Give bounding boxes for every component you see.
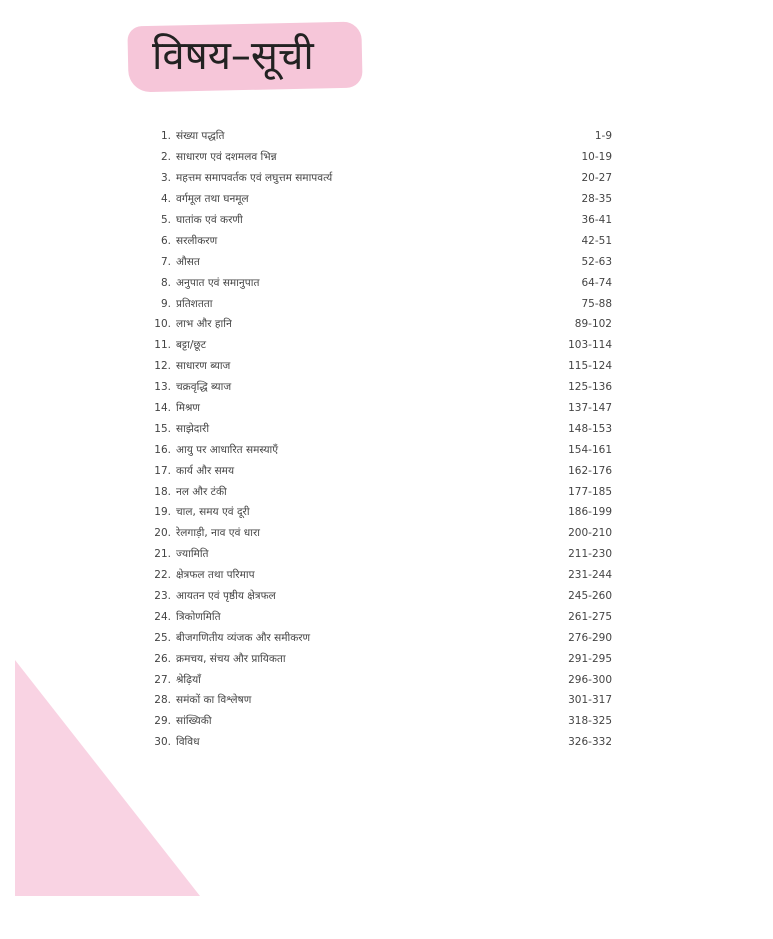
toc-entry[interactable] (150, 627, 612, 648)
toc-entry-number: 28. (154, 694, 171, 707)
toc-entry-number: 3. (160, 172, 171, 185)
toc-entry-title: लाभ और हानि (176, 318, 232, 331)
toc-entry-title: प्रतिशतता (176, 297, 213, 310)
toc-entry-pages: 115-124 (568, 360, 612, 373)
toc-entry-title: आयतन एवं पृष्ठीय क्षेत्रफल (176, 590, 276, 603)
toc-entry-number: 10. (154, 318, 171, 331)
toc-entry-title: महत्तम समापवर्तक एवं लघुत्तम समापवर्त्य (176, 172, 333, 185)
toc-entry-pages: 177-185 (568, 485, 612, 498)
toc-entry-title: साझेदारी (176, 422, 210, 435)
toc-entry-pages: 42-51 (581, 234, 612, 247)
toc-entry[interactable] (150, 711, 612, 732)
toc-entry[interactable] (150, 544, 612, 565)
toc-entry[interactable] (150, 586, 612, 607)
toc-entry-number: 18. (154, 485, 171, 498)
toc-entry-pages: 231-244 (568, 569, 612, 582)
toc-entry-title: ज्यामिति (176, 548, 209, 561)
toc-entry-pages: 10-19 (581, 151, 612, 164)
toc-entry[interactable] (150, 481, 612, 502)
toc-entry-pages: 148-153 (568, 422, 612, 435)
toc-entry-title: मिश्रण (176, 402, 201, 415)
toc-entry[interactable] (150, 168, 612, 189)
toc-entry-pages: 301-317 (568, 694, 612, 707)
toc-entry-number: 8. (160, 276, 171, 289)
toc-entry-title: साधारण ब्याज (176, 360, 231, 373)
toc-entry-title: औसत (176, 255, 200, 268)
toc-entry-pages: 318-325 (568, 715, 612, 728)
toc-entry-title: बट्टा/छूट (176, 339, 207, 352)
toc-entry-title: वर्गमूल तथा घनमूल (176, 193, 249, 206)
toc-entry-title: सरलीकरण (176, 234, 218, 247)
toc-entry[interactable] (150, 669, 612, 690)
toc-entry-number: 26. (154, 652, 171, 665)
toc-entry[interactable] (150, 398, 612, 419)
toc-entry-number: 2. (160, 151, 171, 164)
toc-entry-title: क्रमचय, संचय और प्रायिकता (176, 652, 286, 665)
toc-entry-title: चाल, समय एवं दूरी (176, 506, 250, 519)
toc-entry[interactable] (150, 606, 612, 627)
toc-entry-pages: 103-114 (568, 339, 612, 352)
toc-entry-pages: 296-300 (568, 673, 612, 686)
toc-entry-number: 6. (160, 234, 171, 247)
toc-entry-number: 16. (154, 443, 171, 456)
toc-entry-pages: 125-136 (568, 381, 612, 394)
toc-entry-title: त्रिकोणमिति (176, 610, 221, 623)
toc-entry-title: संख्या पद्धति (176, 130, 225, 143)
toc-entry-number: 1. (160, 130, 171, 143)
toc-entry-pages: 276-290 (568, 631, 612, 644)
toc-entry[interactable] (150, 460, 612, 481)
toc-entry[interactable] (150, 648, 612, 669)
toc-entry-number: 22. (154, 569, 171, 582)
toc-entry-number: 5. (160, 214, 171, 226)
page-title: विषय–सूची (152, 33, 314, 79)
toc-entry-number: 17. (154, 464, 171, 477)
toc-entry-pages: 186-199 (568, 506, 612, 519)
toc-entry-number: 12. (154, 360, 171, 373)
toc-entry-number: 24. (154, 610, 171, 623)
toc-entry-number: 9. (160, 297, 171, 310)
toc-entry[interactable] (150, 690, 612, 711)
toc-entry-number: 11. (154, 339, 171, 352)
toc-entry[interactable] (150, 732, 612, 753)
toc-entry-pages: 52-63 (581, 255, 612, 268)
table-of-contents (150, 126, 612, 753)
toc-entry[interactable] (150, 523, 612, 544)
toc-entry-title: विविध (176, 736, 200, 749)
toc-entry-pages: 75-88 (581, 297, 612, 310)
toc-entry[interactable] (150, 147, 612, 168)
toc-entry-pages: 20-27 (581, 172, 612, 185)
toc-entry[interactable] (150, 251, 612, 272)
toc-entry-title: समंकों का विश्लेषण (176, 694, 252, 707)
toc-entry[interactable] (150, 210, 612, 231)
toc-entry[interactable] (150, 272, 612, 293)
toc-entry-pages: 200-210 (568, 527, 612, 540)
toc-entry-title: अनुपात एवं समानुपात (176, 276, 260, 289)
toc-entry[interactable] (150, 565, 612, 586)
toc-entry-number: 30. (154, 736, 171, 749)
toc-entry-title: श्रेढ़ियाँ (176, 673, 201, 686)
toc-entry[interactable] (150, 314, 612, 335)
toc-entry-title: आयु पर आधारित समस्याएँ (176, 443, 279, 456)
toc-entry-title: घातांक एवं करणी (176, 214, 243, 226)
toc-entry[interactable] (150, 230, 612, 251)
toc-entry-pages: 261-275 (568, 610, 612, 623)
toc-entry-number: 25. (154, 631, 171, 644)
toc-entry-number: 4. (160, 193, 171, 206)
toc-entry-pages: 137-147 (568, 402, 612, 415)
toc-entry-number: 15. (154, 422, 171, 435)
toc-entry-number: 19. (154, 506, 171, 519)
toc-entry[interactable] (150, 502, 612, 523)
toc-entry-pages: 162-176 (568, 464, 612, 477)
toc-entry[interactable] (150, 335, 612, 356)
toc-entry-pages: 154-161 (568, 443, 612, 456)
toc-entry-pages: 36-41 (581, 214, 612, 226)
toc-entry-title: क्षेत्रफल तथा परिमाप (176, 569, 255, 582)
toc-entry[interactable] (150, 189, 612, 210)
toc-entry-number: 20. (154, 527, 171, 540)
toc-entry-pages: 245-260 (568, 590, 612, 603)
toc-entry[interactable] (150, 356, 612, 377)
toc-entry-pages: 326-332 (568, 736, 612, 749)
toc-entry[interactable] (150, 377, 612, 398)
toc-entry-pages: 89-102 (574, 318, 612, 331)
toc-entry-pages: 28-35 (581, 193, 612, 206)
toc-entry-number: 23. (154, 590, 171, 603)
toc-entry-number: 21. (154, 548, 171, 561)
toc-entry-pages: 211-230 (568, 548, 612, 561)
toc-entry[interactable] (150, 126, 612, 147)
toc-entry-title: कार्य और समय (176, 464, 235, 477)
toc-entry-number: 29. (154, 715, 171, 728)
toc-entry-pages: 1-9 (594, 130, 612, 143)
toc-entry-title: बीजगणितीय व्यंजक और समीकरण (176, 631, 311, 644)
toc-entry-title: नल और टंकी (176, 485, 227, 498)
toc-entry-pages: 64-74 (581, 276, 612, 289)
toc-entry-number: 27. (154, 673, 171, 686)
toc-entry-number: 7. (160, 255, 171, 268)
toc-entry-number: 13. (154, 381, 171, 394)
toc-entry[interactable] (150, 418, 612, 439)
toc-entry[interactable] (150, 439, 612, 460)
toc-entry-number: 14. (154, 402, 171, 415)
toc-entry-title: सांख्यिकी (176, 715, 212, 728)
toc-entry-title: साधारण एवं दशमलव भिन्न (176, 151, 277, 164)
toc-entry[interactable] (150, 293, 612, 314)
toc-entry-title: चक्रवृद्धि ब्याज (176, 381, 232, 394)
toc-entry-pages: 291-295 (568, 652, 612, 665)
toc-entry-title: रेलगाड़ी, नाव एवं धारा (176, 527, 260, 540)
